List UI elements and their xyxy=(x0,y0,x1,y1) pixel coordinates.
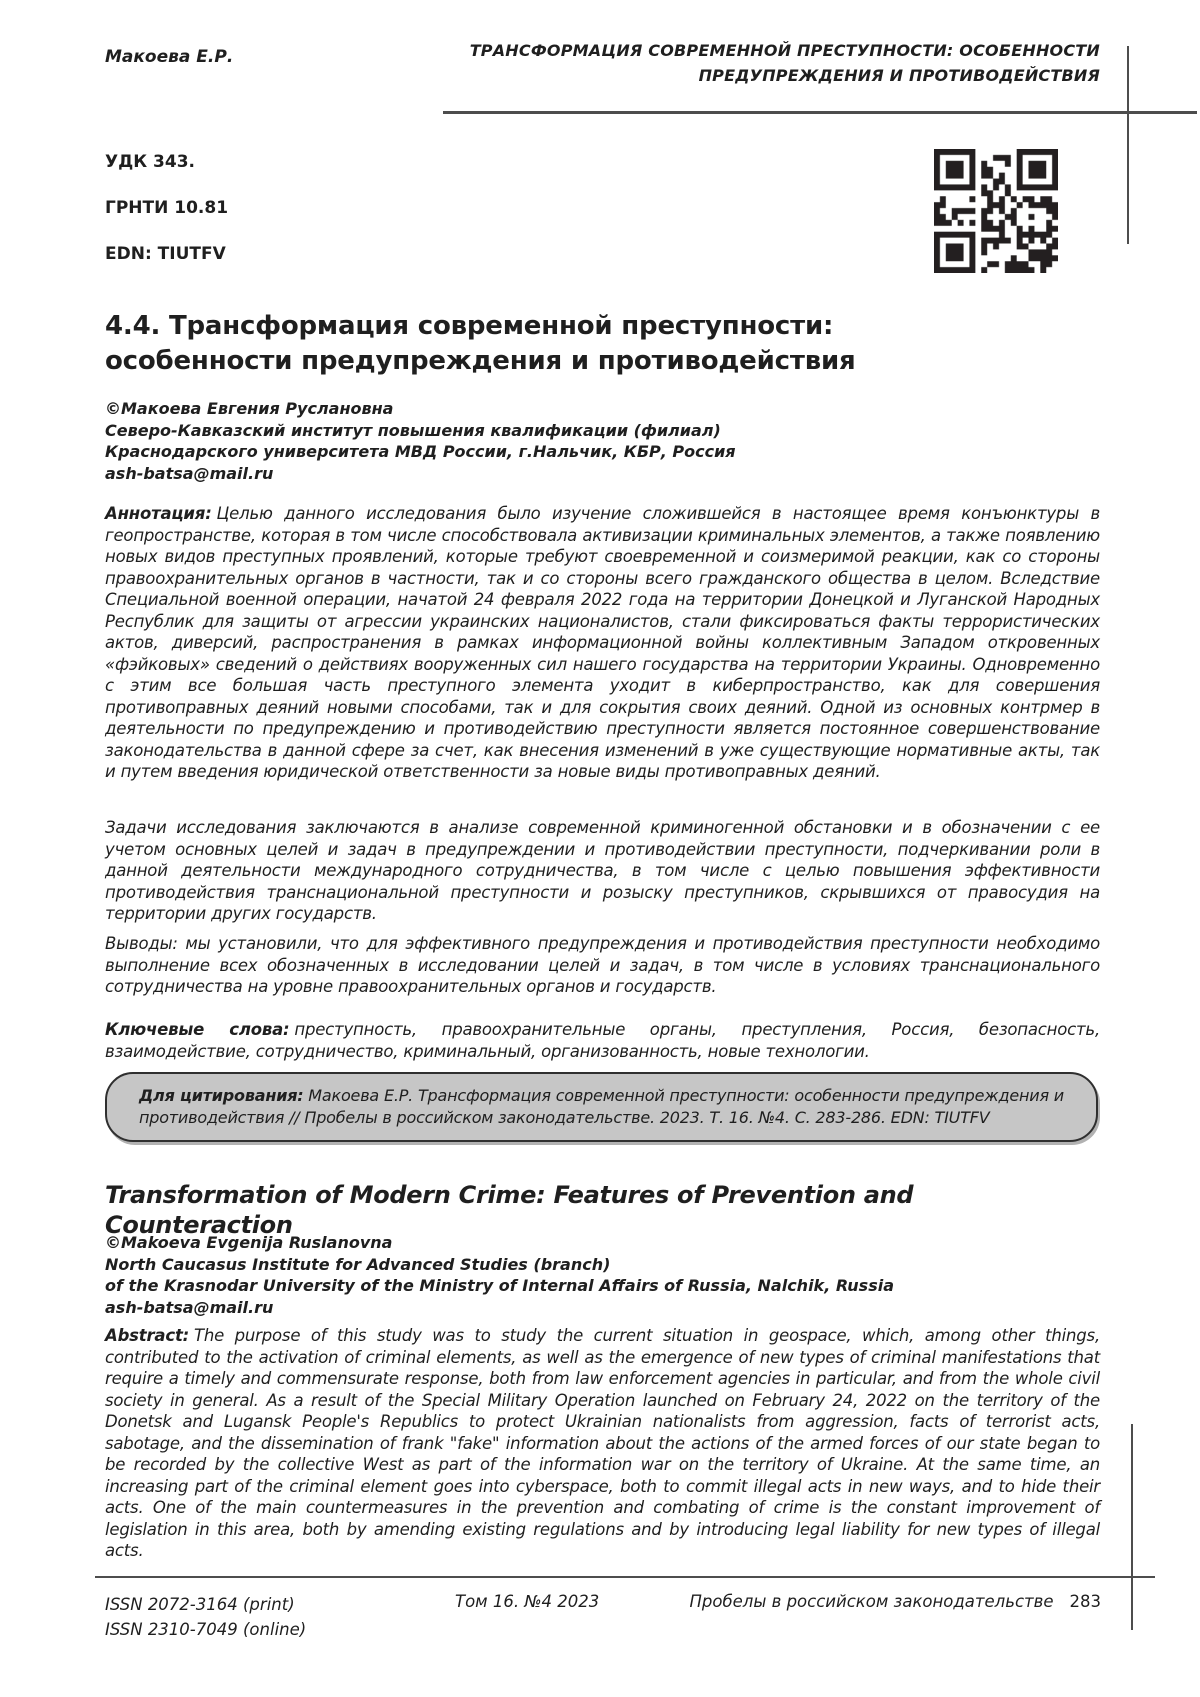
abstract-text-en: The purpose of this study was to study the current situation in geospace, which, among other things, contributed to the activation of criminal elements, as well as the emergence of new types of criminal manifestations that require a timely and commensurate response, both from law enforcement agencies in particular, and from the whole civil society in general. As a result of the Special Military Operation launched on February 24, 2022 on the territory of the Donetsk and Lugansk People's Republics to protect Ukrainian nationalists from aggression, facts of terrorist acts, sabotage, and the dissemination of frank "fake" information about the actions of the armed forces of our state began to be recorded by the collective West as part of the information war on the territory of Ukraine. At the same time, an increasing part of the criminal element goes into cyberspace, both to commit illegal acts in new ways, and to hide their acts. One of the main countermeasures in the prevention and combating of crime is the constant improvement of legislation in this area, both by amending existing regulations and by introducing legal liability for new types of illegal acts. xyxy=(105,1326,1100,1560)
footer-journal-name: Пробелы в российском законодательстве xyxy=(689,1592,1054,1611)
footer-volume: Том 16. №4 2023 xyxy=(455,1592,600,1611)
article-title-ru-line-2: особенности предупреждения и противодействия xyxy=(105,346,856,376)
author-name-ru: ©Макоева Евгения Руслановна xyxy=(105,399,394,418)
keywords-ru xyxy=(105,1019,1100,1062)
abstract-text-ru: Целью данного исследования было изучение сложившейся в настоящее время конъюнктуры в геопространстве, которая в том числе способствовала активизации криминальных элементов, а также появлению новых видов преступных проявлений, которые требуют своевременной и соизмеримой реакции, как со стороны правоохранительных органов в частности, так и со стороны всего гражданского общества в целом. Вследствие Специальной военной операции, начатой 24 февраля 2022 года на территории Донецкой и Луганской Народных Республик для защиты от агрессии украинских националистов, стали фиксироваться факты террористических актов, диверсий, распространения в рамках информационной войны коллективным Западом откровенных «фэйковых» сведений о действиях вооруженных сил нашего государства на территории Украины. Одновременно с этим все большая часть преступного элемента уходит в киберпространство, как для совершения противоправных деяний новыми способами, так и для сокрытия своих деяний. Одной из основных контрмер в деятельности по предупреждению и противодействию преступности является постоянное совершенствование законодательства в данной сфере за счет, как внесения изменений в уже существующие нормативные акты, так и путем введения юридической ответственности за новые виды противоправных деяний. xyxy=(105,504,1100,781)
top-right-vertical-rule xyxy=(1127,46,1129,244)
abstract-en xyxy=(105,1325,1100,1562)
running-title-line-1: ТРАНСФОРМАЦИЯ СОВРЕМЕННОЙ ПРЕСТУПНОСТИ: ОСОБЕННОСТИ xyxy=(469,41,1100,60)
running-title-line-2: ПРЕДУПРЕЖДЕНИЯ И ПРОТИВОДЕЙСТВИЯ xyxy=(698,66,1100,85)
udk-code: УДК 343. xyxy=(105,152,196,172)
abstract-label-ru: Аннотация: xyxy=(105,504,212,523)
citation-box xyxy=(105,1072,1098,1142)
keywords-label-ru: Ключевые слова: xyxy=(105,1020,290,1039)
author-name-en: ©Makoeva Evgenija Ruslanovna xyxy=(105,1233,393,1252)
footer-page-number: 283 xyxy=(1069,1592,1101,1611)
author-block-ru xyxy=(105,398,736,484)
header-rule xyxy=(443,111,1197,114)
grnti-code: ГРНТИ 10.81 xyxy=(105,198,229,218)
footer-journal-group xyxy=(689,1592,1101,1611)
citation-text xyxy=(139,1085,1064,1129)
conclusions-paragraph: Выводы: мы установили, что для эффективного предупреждения и противодействия преступности необходимо выполнение всех обозначенных в исследовании целей и задач, в том числе в условиях транснационального сотрудничества на уровне правоохранительных органов и государств. xyxy=(105,934,1100,996)
footer-rule xyxy=(95,1576,1155,1578)
author-email-en: ash-batsa@mail.ru xyxy=(105,1297,274,1317)
footer-issn-online: ISSN 2310-7049 (online) xyxy=(105,1620,307,1639)
affiliation-ru-line-2: Краснодарского университета МВД России, г.Нальчик, КБР, Россия xyxy=(105,442,736,461)
header-running-title xyxy=(380,38,1100,88)
abstract-ru xyxy=(105,503,1100,783)
bottom-right-vertical-rule xyxy=(1131,1424,1133,1630)
citation-label: Для цитирования: xyxy=(139,1086,304,1105)
abstract-label-en: Abstract: xyxy=(105,1326,190,1345)
article-title-ru xyxy=(105,309,1055,379)
author-block-en xyxy=(105,1232,894,1318)
affiliation-en-line-2: of the Krasnodar University of the Ministry of Internal Affairs of Russia, Nalchik, Russia xyxy=(105,1276,894,1295)
footer-issn-block xyxy=(105,1592,306,1642)
article-title-ru-line-1: 4.4. Трансформация современной преступности: xyxy=(105,311,834,341)
footer-issn-print: ISSN 2072-3164 (print) xyxy=(105,1595,295,1614)
keywords-text-ru: преступность, правоохранительные органы, преступления, Россия, безопасность, взаимодействие, сотрудничество, криминальный, организованность, новые технологии. xyxy=(105,1020,1100,1061)
header-author-short: Макоева Е.Р. xyxy=(105,47,234,67)
tasks-paragraph: Задачи исследования заключаются в анализе современной криминогенной обстановки и в обозначении с ее учетом основных целей и задач в предупреждении и противодействии преступности, подчеркивании роли в данной деятельности международного сотрудничества, в том числе с целью повышения эффективности противодействия транснациональной преступности и розыску преступников, скрывшихся от правосудия на территории других государств. xyxy=(105,818,1100,923)
edn-code: EDN: TIUTFV xyxy=(105,244,226,264)
citation-body: Макоева Е.Р. Трансформация современной преступности: особенности предупреждения и противодействия // Пробелы в российском законодательстве. 2023. Т. 16. №4. С. 283-286. EDN: TIUTFV xyxy=(139,1086,1064,1127)
affiliation-ru-line-1: Северо-Кавказский институт повышения квалификации (филиал) xyxy=(105,420,721,440)
article-title-en: Transformation of Modern Crime: Features of Prevention and Counteraction xyxy=(105,1181,914,1239)
qr-code-icon xyxy=(934,149,1058,273)
affiliation-en-line-1: North Caucasus Institute for Advanced Studies (branch) xyxy=(105,1254,611,1274)
author-email-ru: ash-batsa@mail.ru xyxy=(105,463,274,483)
